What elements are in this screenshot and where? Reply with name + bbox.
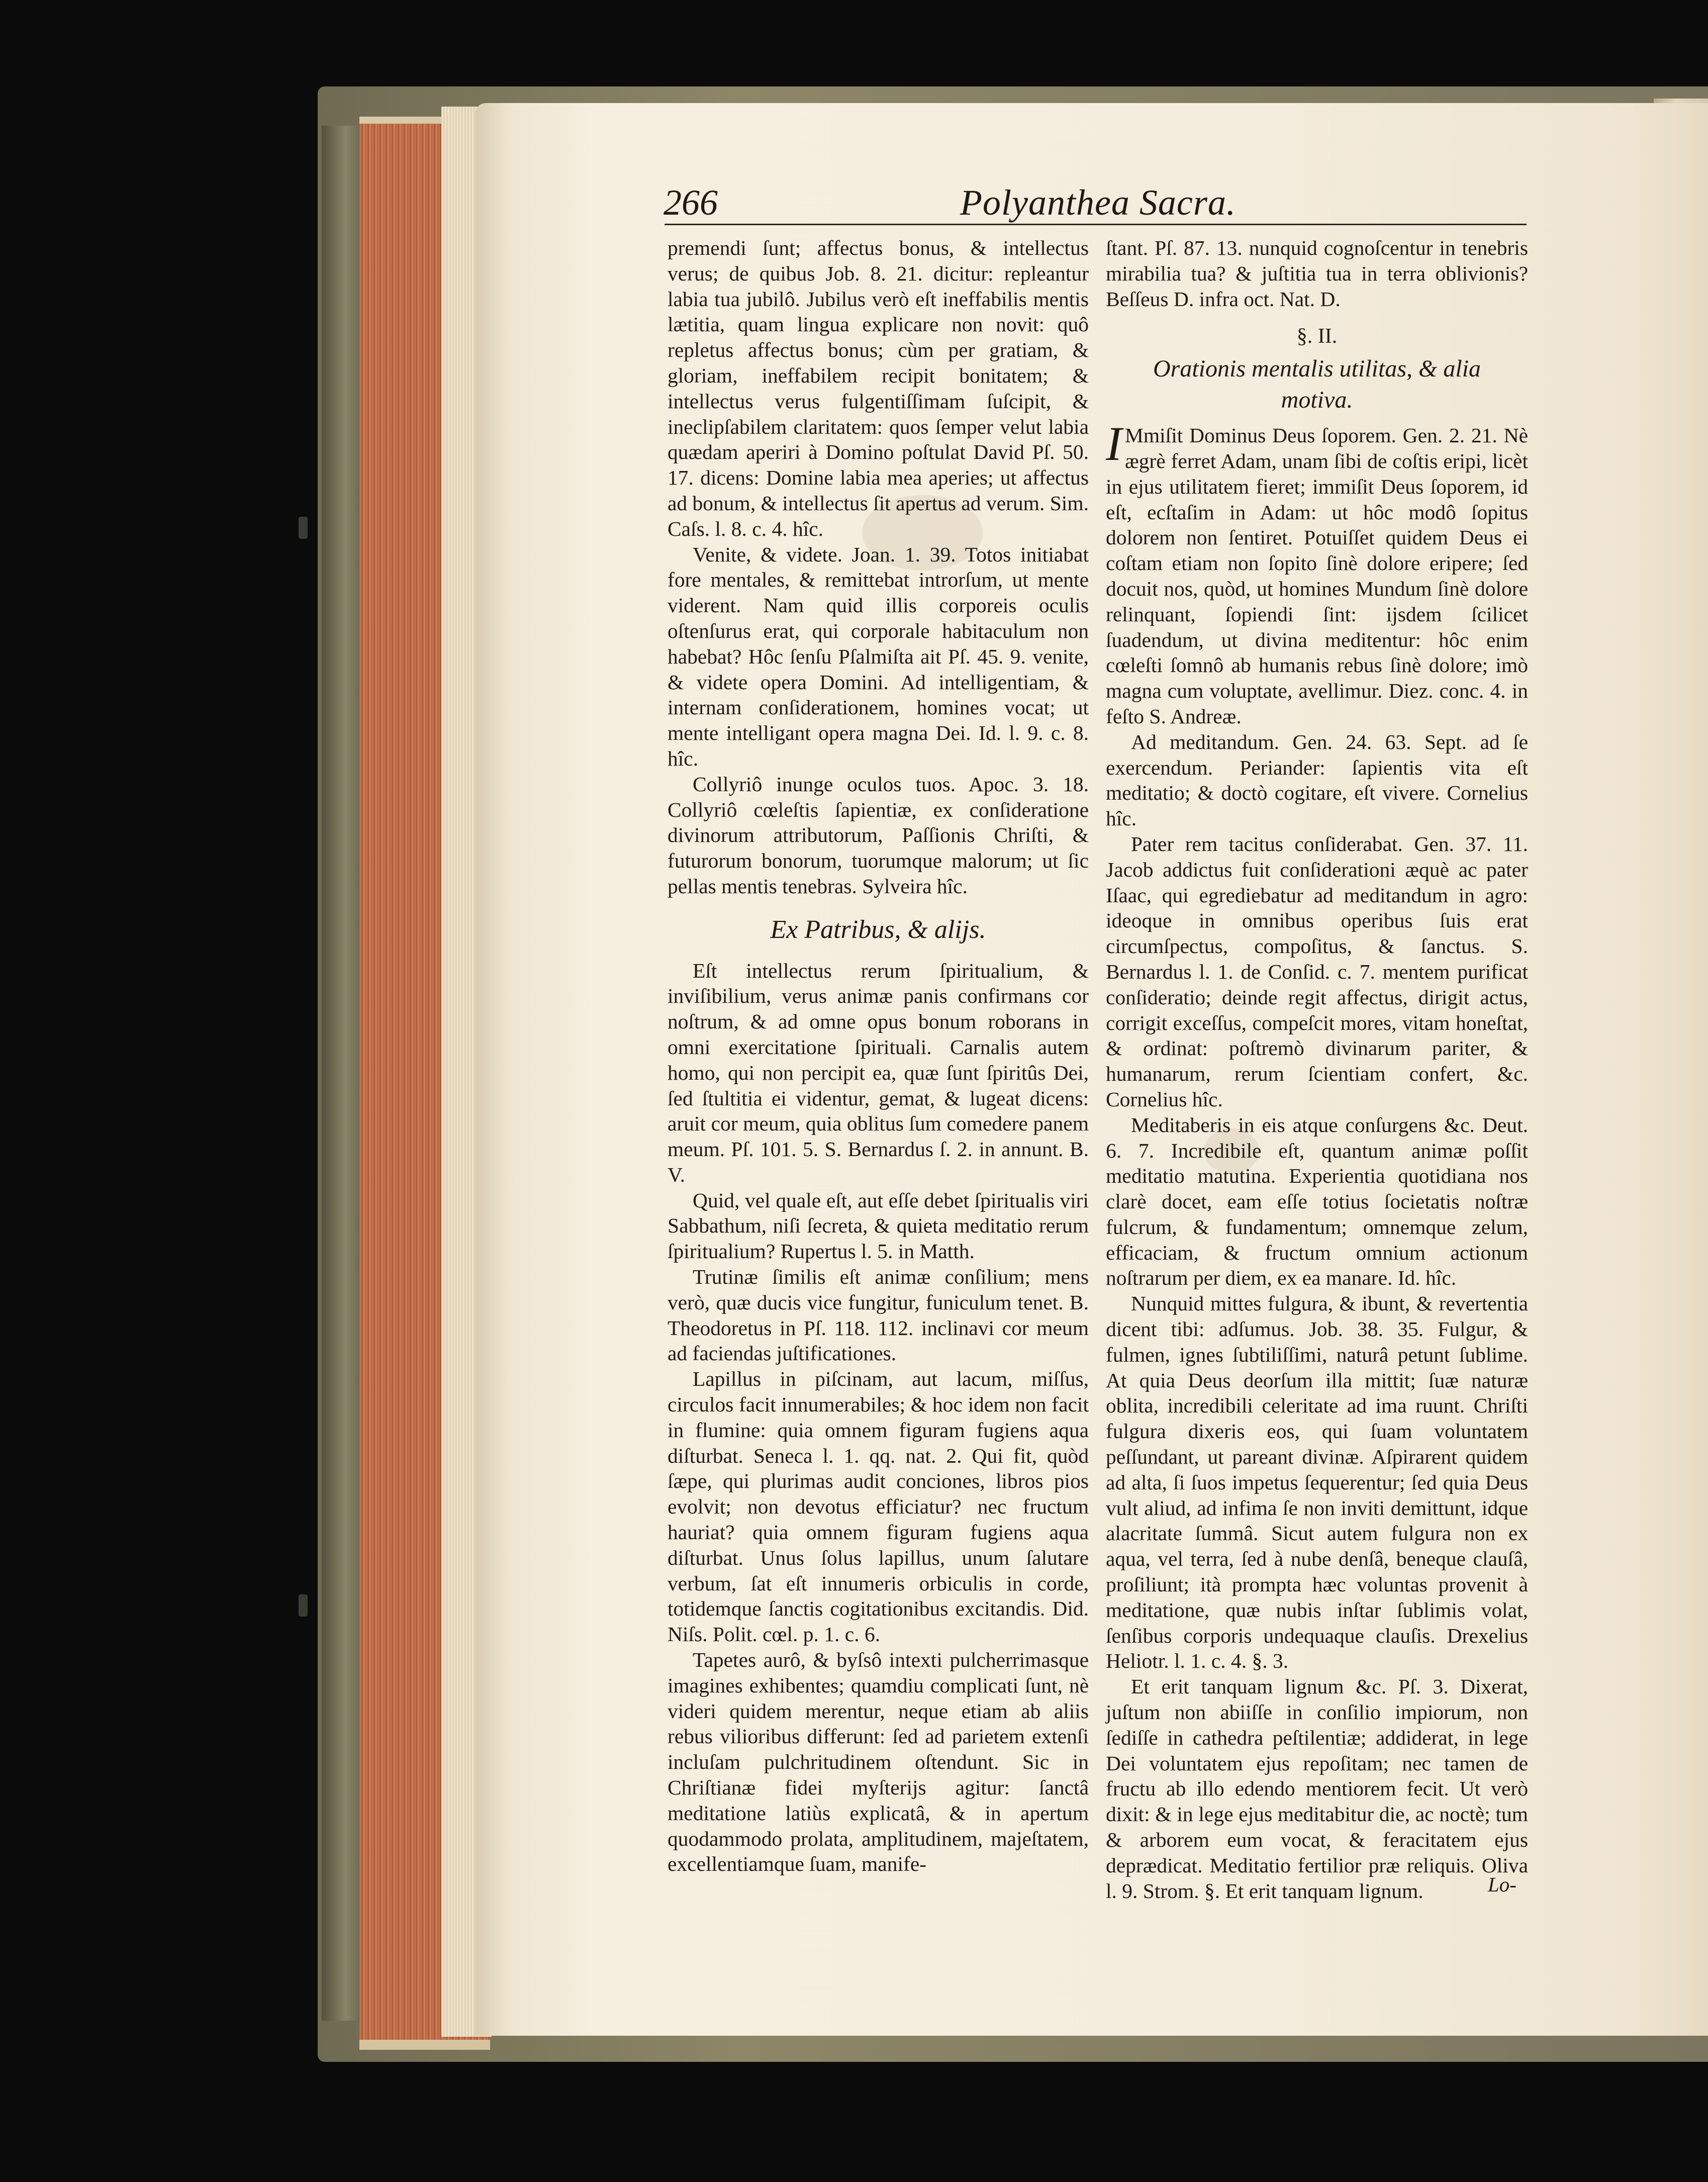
page-number: 266 [663, 182, 718, 223]
right-column [1106, 235, 1528, 1904]
paragraph: Tapetes aurô, & byſsô intexti pulcherrimasque imagines exhibentes; quamdiu complicati ſunt, nè videri quidem merentur, neque etiam ab aliis rebus vilioribus differunt: ſed ad parietem extenſi incluſam pulchritudinem oſtendunt. Sic in Chriſtianæ fidei myſterijs agitur: ſanctâ meditatione latiùs explicatâ, & in apertum quodammodo prolata, amplitudinem, majeſtatem, excellentiamque ſuam, manife- [668, 1648, 1089, 1876]
paragraph: Eſt intellectus rerum ſpiritualium, & inviſibilium, verus animæ panis confirmans cor noſtrum, & ad omne opus bonum roborans in omni exercitatione ſpirituali. Carnalis autem homo, qui non percipit ea, quæ ſunt ſpiritûs Dei, ſed ſtultitia ei videntur, gemat, & lugeat dicens: aruit cor meum, quia oblitus ſum comedere panem meum. Pſ. 101. 5. S. Bernardus ſ. 2. in annunt. B. V. [668, 959, 1089, 1186]
catchword: Lo- [1488, 1873, 1516, 1896]
paragraph: Venite, & videte. Joan. 1. 39. Totos initiabat fore mentales, & remittebat introrſum, ut mente viderent. Nam quid illis corporeis oculis oſtenſurus erat, qui corporale habitaculum non habebat? Hôc ſenſu Pſalmiſta ait Pſ. 45. 9. venite, & videte opera Domini. Ad intelligentiam, & internam conſiderationem, homines vocat; ut mente intelligant opera magna Dei. Id. l. 9. c. 8. hîc. [668, 542, 1089, 770]
paragraph: Collyriô inunge oculos tuos. Apoc. 3. 18. Collyriô cœleſtis ſapientiæ, ex conſideratione divinorum attributorum, Paſſionis Chriſti, & futurorum bonorum, tuorumque malorum; ut ſic pellas mentis tenebras. Sylveira hîc. [668, 772, 1089, 898]
running-title: Polyanthea Sacra. [960, 182, 1236, 223]
header-rule [665, 224, 1527, 225]
clasp-lower [299, 1594, 308, 1617]
section-heading-line: Orationis mentalis utilitas, & alia [1153, 355, 1481, 383]
left-column [668, 235, 1089, 1877]
paragraph: Ad meditandum. Gen. 24. 63. Sept. ad ſe exercendum. Periander: ſapientis vita eſt meditatio; & doctò cogitare, eſt vivere. Cornelius hîc. [1106, 730, 1528, 830]
section-heading-line: motiva. [1281, 387, 1353, 414]
paragraph: Nunquid mittes fulgura, & ibunt, & revertentia dicent tibi: adſumus. Job. 38. 35. Fulgur, & fulmen, ignes ſubtiliſſimi, naturâ petunt ſublime. At quia Deus deorſum illa mittit; ſuæ naturæ oblita, incredibili celeritate ad ima ruunt. Chriſti fulgura dixeris eos, qui ſuam voluntatem peſſundant, ut pareant divinæ. Aſpirarent quidem ad alta, ſi ſuos impetus ſequerentur; ſed quia Deus vult aliud, ad infima ſe non inviti demittunt, idque alacritate ſummâ. Sicut autem fulgura non ex aqua, vel terra, ſed à nube denſâ, beneque clauſâ, proſiliunt; ità prompta hæc voluntas provenit à meditatione, quæ nubis inſtar ſublimis volat, ſenſibus corporis undequaque clauſis. Drexelius Heliotr. l. 1. c. 4. §. 3. [1106, 1292, 1528, 1673]
paragraph: Quid, vel quale eſt, aut eſſe debet ſpiritualis viri Sabbathum, niſi ſecreta, & quieta meditatio rerum ſpiritualium? Rupertus l. 5. in Matth. [668, 1188, 1089, 1263]
paragraph: Lapillus in piſcinam, aut lacum, miſſus, circulos facit innumerabiles; & hoc idem non facit in flumine: quia omnem figuram fugiens aqua diſturbat. Seneca l. 1. qq. nat. 2. Qui fit, quòd ſæpe, qui plurimas audit conciones, libros pios evolvit; non devotus efficiatur? nec fructum hauriat? quia omnem figuram fugiens aqua diſturbat. Unus ſolus lapillus, unum ſalutare verbum, ſat eſt innumeris orbiculis in corde, totidemque ſanctis cogitationibus excitandis. Did. Niſs. Polit. cœl. p. 1. c. 6. [668, 1367, 1089, 1646]
paragraph [1106, 417, 1528, 729]
paragraph: Trutinæ ſimilis eſt animæ conſilium; mens verò, quæ ducis vice fungitur, funiculum tenet. B. Theodoretus in Pſ. 118. 112. inclinavi cor meum ad faciendas juſtificationes. [668, 1265, 1089, 1365]
paragraph: premendi ſunt; affectus bonus, & intellectus verus; de quibus Job. 8. 21. dicitur: repleantur labia tua jubilô. Jubilus verò eſt ineffabilis mentis lætitia, quam lingua explicare non novit: quô repletus affectus bonus; cùm per gratiam, & gloriam, ineffabilem recipit bonitatem; & intellectus verus fulgentiſſimam ſuſcipit, & ineclipſabilem claritatem: quos ſemper velut labia quædam aperiri à Domino poſtulat David Pſ. 50. 17. dicens: Domine labia mea aperies; ut affectus ad bonum, & intellectus ſit apertus ad verum. Sim. Caſs. l. 8. c. 4. hîc. [668, 236, 1089, 540]
paragraph: Meditaberis in eis atque conſurgens &c. Deut. 6. 7. Incredibile eſt, quantum animæ poſſit meditatio matutina. Experientia quotidiana nos clarè docet, eam eſſe totius ſocietatis noſtræ fulcrum, & fundamentum; omnemque zelum, efficaciam, & fructum omnium actionum noſtrarum per diem, ex ea manare. Id. hîc. [1106, 1113, 1528, 1290]
paragraph: Pater rem tacitus conſiderabat. Gen. 37. 11. Jacob addictus fuit conſiderationi æquè ac pater Iſaac, qui egrediebatur ad meditandum in agro: ideoque in omnibus operibus ſuis erat circumſpectus, compoſitus, & ſanctus. S. Bernardus l. 1. de Conſid. c. 7. mentem purificat conſideratio; deinde regit affectus, dirigit actus, corrigit exceſſus, compeſcit mores, vitam honeſtat, & ordinat: poſtremò divinarum pariter, & humanarum, rerum ſcientiam confert, &c. Cornelius hîc. [1106, 832, 1528, 1111]
book-spine-edge [322, 126, 362, 2021]
section-number: §. II. [1296, 325, 1338, 348]
drop-cap: I [1106, 417, 1122, 471]
paragraph: ſtant. Pſ. 87. 13. nunquid cognoſcentur in tenebris mirabilia tua? & juſtitia tua in terra oblivionis? Beſſeus D. infra oct. Nat. D. [1106, 236, 1528, 311]
section-heading [1106, 353, 1528, 416]
paragraph-text: Mmiſit Dominus Deus ſoporem. Gen. 2. 21. Nè ægrè ferret Adam, unam ſibi de coſtis eripi, licèt in ejus utilitatem fieret; immiſit Deus ſoporem, id eſt, ecſtaſim in Adam: ut hôc modô ſopitus dolorem non ſentiret. Potuiſſet quidem Deus ei coſtam etiam non ſopito ſinè dolore eripere; ſed docuit nos, quòd, ut homines Mundum ſinè dolore relinquant, ſopiendi ſint: ijsdem ſcilicet ſuadendum, ut divina meditentur: hôc enim cœleſti ſomnô ab humanis rebus ſinè dolore; imò magna cum voluptate, avellimur. Diez. conc. 4. in feſto S. Andreæ. [1106, 424, 1528, 728]
section-heading: Ex Patribus, & alijs. [770, 915, 986, 944]
paragraph: Et erit tanquam lignum &c. Pſ. 3. Dixerat, juſtum non abiiſſe in conſilio impiorum, non ſediſſe in cathedra peſtilentiæ; addiderat, in lege Dei voluntatem ejus repoſitam; nec tamen de fructu ab illo edendo mentiorem fecit. Ut verò dixit: & in lege ejus meditabitur die, ac noctè; tum & arborem eum vocat, & feracitatem ejus deprædicat. Meditatio fertilior præ reliquis. Oliva l. 9. Strom. §. Et erit tanquam lignum. [1106, 1675, 1528, 1903]
clasp-upper [299, 517, 308, 539]
